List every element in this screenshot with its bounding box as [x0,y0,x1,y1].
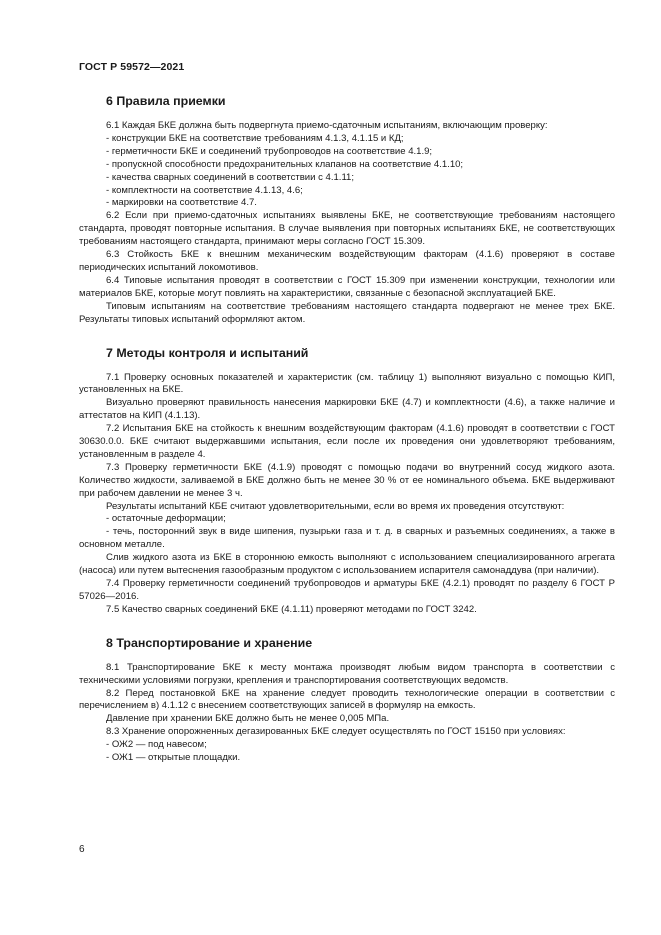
section-title: 8 Транспортирование и хранение [106,635,313,650]
list-item: - конструкции БКЕ на соответствие требованиям 4.1.3, 4.1.15 и КД; [106,132,404,144]
list-item: - ОЖ2 — под навесом; [106,739,207,751]
paragraph: 7.5 Качество сварных соединений БКЕ (4.1.11) проверяют методами по ГОСТ 3242. [106,603,477,615]
paragraph: 8.1 Транспортирование БКЕ к месту монтажа производят любым видом транспорта в соответствии с техническими условиями погрузки, крепления и транспортирования соответствующих ведомств. [79,661,615,686]
paragraph: 8.3 Хранение опорожненных дегазированных БКЕ следует осуществлять по ГОСТ 15150 при условиях: [106,726,566,738]
document-body [79,94,615,784]
list-item: - ОЖ1 — открытые площадки. [106,752,241,764]
paragraph: 8.2 Перед постановкой БКЕ на хранение следует проводить технологические операции в соответствии с перечислением в) 4.1.12 с внесением соответствующих записей в формуляр на емкость. [79,687,615,712]
paragraph: 6.2 Если при приемо-сдаточных испытаниях выявлены БКЕ, не соответствующие требованиям настоящего стандарта, проводят повторные испытания. В случае выявления при повторных испытаниях БКЕ, не соответствующих требованиям настоящего стандарта, принимают меры согласно ГОСТ 15.309. [79,210,615,248]
paragraph: Давление при хранении БКЕ должно быть не менее 0,005 МПа. [106,713,390,725]
paragraph: 7.3 Проверку герметичности БКЕ (4.1.9) проводят с помощью подачи во внутренний сосуд жидкого азота. Количество жидкости, заливаемой в БКЕ должно быть не менее 30 % от ее номинального объема. БКЕ выдерживают при рабочем давлении не менее 3 ч. [79,461,615,499]
paragraph: 6.3 Стойкость БКЕ к внешним механическим воздействующим факторам (4.1.6) проверяют в составе периодических испытаний локомотивов. [79,249,615,273]
paragraph: 6.1 Каждая БКЕ должна быть подвергнута приемо-сдаточным испытаниям, включающим проверку: [106,120,548,131]
paragraph: Типовым испытаниям на соответствие требованиям настоящего стандарта подвергают не менее трех БКЕ. Результаты типовых испытаний оформляют актом. [79,300,615,325]
paragraph: Слив жидкого азота из БКЕ в стороннюю емкость выполняют с использованием специализированного агрегата (насоса) или путем вытеснения газообразным продуктом с использованием испарителя самонаддува (при наличии). [79,552,615,577]
list-item: - маркировки на соответствие 4.7. [106,197,257,209]
list-item: - пропускной способности предохранительных клапанов на соответствие 4.1.10; [106,158,464,170]
section-7 [79,346,615,617]
section-6 [79,94,615,327]
paragraph: Визуально проверяют правильность нанесения маркировки БКЕ (4.7) и комплектности (4.6), а также наличие и аттестатов на КИП (4.1.13). [79,397,615,422]
section-title: 7 Методы контроля и испытаний [106,345,309,360]
list-item: - герметичности БКЕ и соединений трубопроводов на соответствие 4.1.9; [106,145,433,157]
paragraph: 6.4 Типовые испытания проводят в соответствии с ГОСТ 15.309 при изменении конструкции, технологии или материалов БКЕ, которые могут повлиять на характеристики, связанные с безопасной эксплуатацией БКЕ. [79,274,615,299]
paragraph: 7.1 Проверку основных показателей и характеристик (см. таблицу 1) выполняют визуально с помощью КИП, установленных на БКЕ. [79,371,615,396]
list-item: - комплектности на соответствие 4.1.13, 4.6; [106,184,303,196]
section-title: 6 Правила приемки [106,94,226,108]
page-number: 6 [79,844,85,855]
list-item: - качества сварных соединений в соответствии с 4.1.11; [106,171,355,183]
section-8 [79,636,615,765]
list-item: - остаточные деформации; [106,513,226,525]
paragraph: - течь, посторонний звук в виде шипения, пузырьки газа и т. д. в сварных и разъемных соединениях, а также в основном металле. [79,526,615,551]
document-header: ГОСТ Р 59572—2021 [79,61,185,73]
paragraph: Результаты испытаний КБЕ считают удовлетворительными, если во время их проведения отсутствуют: [106,500,565,512]
paragraph: 7.2 Испытания БКЕ на стойкость к внешним воздействующим факторам (4.1.6) проводят в соответствии с ГОСТ 30630.0.0. БКЕ считают выдержавшими испытания, если после их проведения они удовлетворяют требованиям, установленным в разделе 4. [79,423,615,460]
paragraph: 7.4 Проверку герметичности соединений трубопроводов и арматуры БКЕ (4.2.1) проводят по разделу 6 ГОСТ Р 57026—2016. [79,578,615,602]
